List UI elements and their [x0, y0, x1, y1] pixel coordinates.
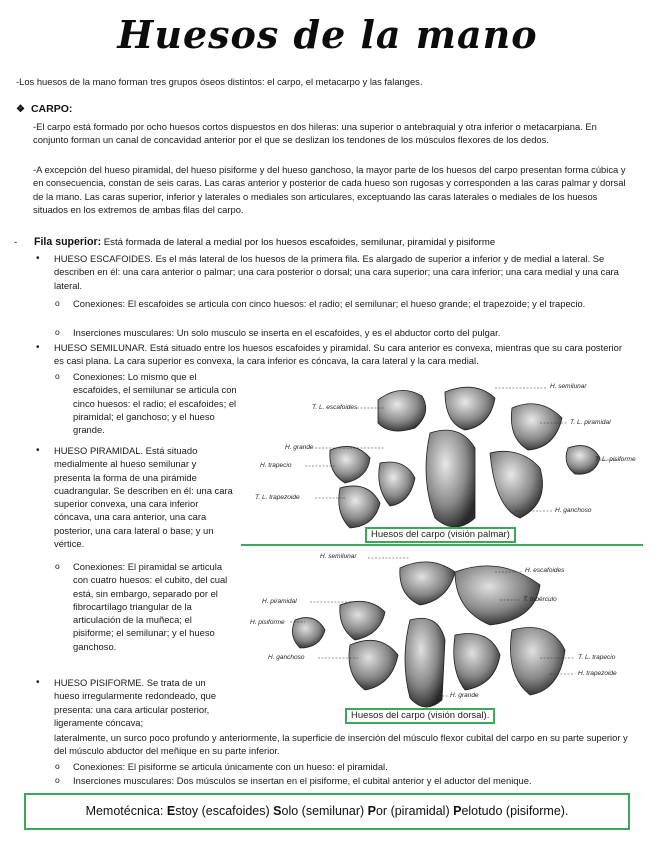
bullet-icon: • — [36, 677, 40, 688]
piramidal-item — [36, 444, 234, 550]
piramidal-conexiones — [55, 560, 233, 653]
figure-label: H. ganchoso — [555, 507, 592, 514]
figure-label: H. trapezoide — [578, 670, 617, 677]
carpal-bones-palmar-figure — [250, 378, 645, 544]
diamond-bullet-icon: ❖ — [16, 104, 25, 115]
figure-label: T. L. trapezoide — [255, 494, 300, 501]
fila-superior: - Fila superior: Está formada de lateral a medial por los huesos escafoides, semilunar, piramidal y pisiforme — [14, 236, 496, 248]
mnemonic-prefix: Memotécnica: — [85, 804, 167, 818]
figure-label: H. pisiforme — [250, 619, 285, 626]
circle-bullet-icon: o — [55, 371, 60, 381]
pisiforme-inserciones — [55, 774, 633, 787]
escafoides-inserciones — [55, 326, 633, 339]
escafoides-item — [36, 252, 634, 292]
pisiforme-conexiones — [55, 760, 633, 773]
carpo-heading-label: CARPO: — [30, 103, 73, 115]
circle-bullet-icon: o — [55, 761, 60, 771]
escafoides-text: HUESO ESCAFOIDES. Es el más lateral de los huesos de la primera fila. Es alargado de superior a inferior y de medial a lateral. Se describen en él: una cara anterior o palmar; una cara posterior o dorsal; una cara superior; una cara inferior; una cara medial y una cara lateral. — [54, 253, 619, 291]
semilunar-text: HUESO SEMILUNAR. Está situado entre los huesos escafoides y piramidal. Su cara anterior es convexa, mientras que su cara posterior es casi plana. La cara superior es convexa, la cara inferior es cóncava, la cara lateral y la cara medial. — [54, 342, 622, 367]
carpo-paragraph-2: -A excepción del hueso piramidal, del hueso pisiforme y del hueso ganchoso, la mayor parte de los huesos del carpo presentan forma cúbica y en consecuencia, constan de seis caras. Las caras anterior y posterior de cada hueso son rugosas y corresponden a las caras palmar y dorsal de la mano. Las caras superior, inferior y laterales o mediales son articulares, exceptuando las caras laterales o mediales de los huesos situados en los extremos de ambas filas del carpo. — [33, 164, 626, 216]
circle-bullet-icon: o — [55, 561, 60, 571]
carpo-paragraph-1: -El carpo está formado por ocho huesos cortos dispuestos en dos hileras: una superior o antebraquial y otra inferior o metacarpiana. En conjunto forman un canal de concavidad anterior por el que se deslizan los tendones de los músculos flexores de los dedos. — [33, 121, 597, 146]
pisiforme-conexiones-text: Conexiones: El pisiforme se articula únicamente con un hueso: el piramidal. — [73, 761, 388, 772]
figure-label: H. semilunar — [320, 553, 357, 560]
figure-label: T. L. pisiforme — [595, 456, 636, 463]
mnemonic-word: stoy (escafoides) — [175, 804, 274, 818]
escafoides-conexiones-text: Conexiones: El escafoides se articula con cinco huesos: el radio; el semilunar; el hueso grande; el trapezoide; y el trapecio. — [73, 298, 586, 309]
circle-bullet-icon: o — [55, 298, 60, 308]
bone-illustration-dorsal — [250, 550, 645, 724]
figure-caption-dorsal: Huesos del carpo (visión dorsal). — [345, 708, 495, 724]
bone-illustration-palmar — [250, 378, 645, 544]
bullet-icon: • — [36, 445, 40, 456]
figure-caption-palmar: Huesos del carpo (visión palmar) — [365, 527, 516, 543]
mnemonic-letter: P — [453, 804, 462, 818]
figure-label: H. ganchoso — [268, 654, 305, 661]
mnemonic-box — [24, 793, 630, 830]
escafoides-conexiones — [55, 297, 633, 310]
figure-label: T. tubérculo — [523, 596, 557, 603]
figure-divider — [241, 544, 643, 546]
figure-label: H. piramidal — [262, 598, 297, 605]
mnemonic-word: or (piramidal) — [375, 804, 454, 818]
bullet-icon: • — [36, 342, 40, 353]
mnemonic-letter: E — [166, 804, 176, 818]
pisiforme-text: HUESO PISIFORME. Se trata de un hueso irregularmente redondeado, que presenta: una cara articular posterior, ligeramente cóncava; — [54, 677, 217, 728]
escafoides-inserciones-text: Inserciones musculares: Un solo musculo se inserta en el escafoides, y es el abductor corto del pulgar. — [73, 327, 501, 338]
figure-label: H. grande — [450, 692, 479, 699]
figure-label: H. escafoides — [525, 567, 565, 574]
semilunar-conexiones — [55, 370, 239, 436]
pisiforme-text-continued: lateralmente, un surco poco profundo y anteriormente, la superficie de inserción del músculo flexor cubital del carpo en su parte superior y del músculo abductor del meñique en su parte inferior. — [54, 732, 628, 757]
figure-label: H. trapecio — [260, 462, 292, 469]
carpal-bones-dorsal-figure — [250, 550, 645, 724]
mnemonic-letter: S — [273, 804, 282, 818]
mnemonic-word: olo (semilunar) — [281, 804, 368, 818]
semilunar-item — [36, 341, 634, 368]
piramidal-text: HUESO PIRAMIDAL. Está situado medialmente al hueso semilunar y presenta la forma de una pirámide cuadrangular. Se describen en él: una cara superior convexa, una cara inferior cóncava, una cara anterior, una cara posterior, una cara lateral o base; y un vértice. — [54, 445, 233, 550]
figure-label: T. L. trapecio — [578, 654, 616, 661]
fila-superior-text: Está formada de lateral a medial por los huesos escafoides, semilunar, piramidal y pisiforme — [101, 237, 496, 248]
piramidal-conexiones-text: Conexiones: El piramidal se articula con cuatro huesos: el cubito, del cual está, sin embargo, separado por el fibrocartílago triangular de la articulación de la muñeca; el pisiforme; el semilunar; y el hueso ganchoso. — [73, 561, 228, 652]
pisiforme-inserciones-text: Inserciones musculares: Dos músculos se insertan en el pisiforme, el cubital anterior y el aductor del menique. — [73, 775, 532, 786]
page-title: Huesos de la mano — [117, 12, 538, 57]
bullet-icon: • — [36, 253, 40, 264]
pisiforme-item — [36, 676, 229, 729]
figure-label: H. grande — [285, 444, 314, 451]
circle-bullet-icon: o — [55, 327, 60, 337]
mnemonic-word: elotudo (pisiforme). — [461, 804, 569, 818]
semilunar-conexiones-text: Conexiones: Lo mismo que el escafoides, el semilunar se articula con cinco huesos: el radio; el escafoides; el piramidal; el ganchoso; y el hueso grande. — [73, 371, 237, 436]
fila-superior-label: Fila superior: — [34, 236, 102, 248]
mnemonic-letter: P — [367, 804, 376, 818]
figure-label: T. L. piramidal — [570, 419, 611, 426]
carpo-heading — [16, 103, 72, 115]
circle-bullet-icon: o — [55, 775, 60, 785]
figure-label: T. L. escafoides — [312, 404, 358, 411]
figure-label: H. semilunar — [550, 383, 587, 390]
intro-text: -Los huesos de la mano forman tres grupos óseos distintos: el carpo, el metacarpo y las falanges. — [16, 76, 423, 87]
